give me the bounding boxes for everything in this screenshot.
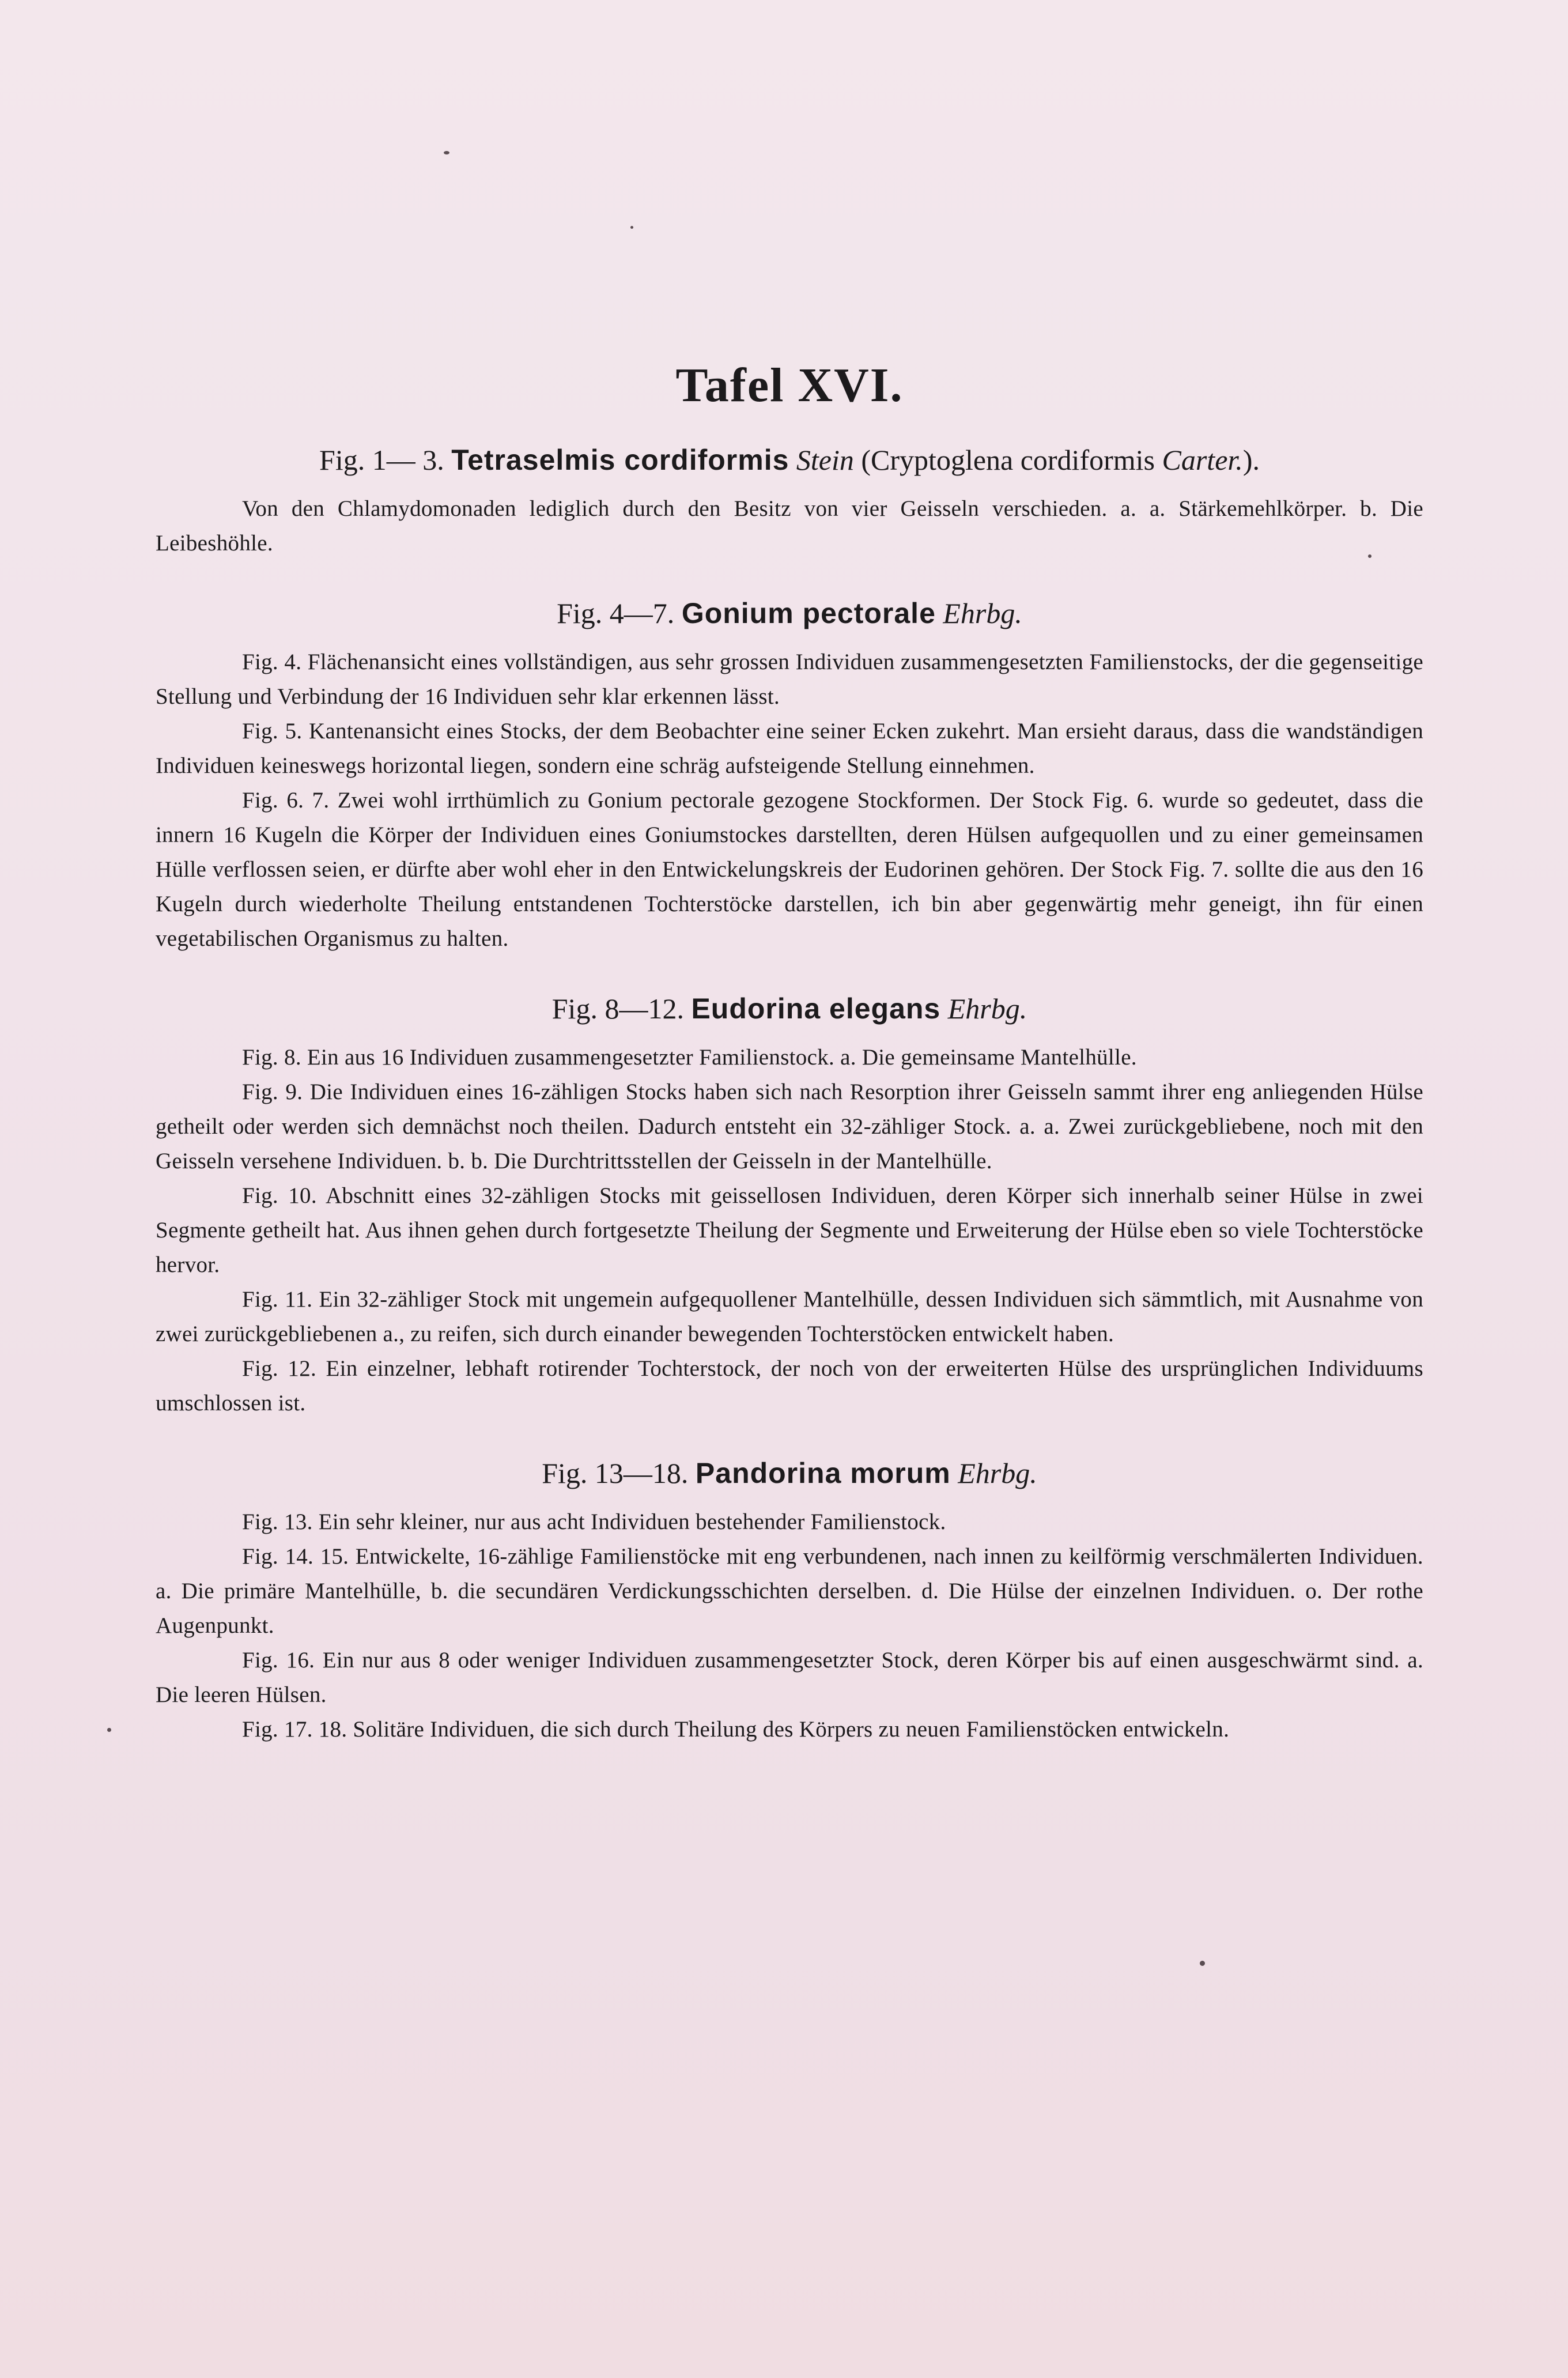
synonym-open: ( [861,444,871,476]
figure-description: Fig. 16. Ein nur aus 8 oder weniger Individuen zusammengesetzter Stock, deren Körper bis auf einen ausgeschwärmt sind. a. Die leeren Hülsen. [156,1648,1423,1707]
figure-description: Fig. 11. Ein 32-zähliger Stock mit ungemein aufgequollener Mantelhülle, dessen Individuen sich sämmtlich, mit Ausnahme von zwei zurückgebliebenen a., zu reifen, sich durch einander bewegenden Tochterstöcken entwickelt haben. [156,1287,1423,1346]
species-authority: Ehrbg. [943,597,1022,629]
species-authority: Ehrbg. [947,992,1027,1025]
figure-range: Fig. 8—12. [551,992,684,1025]
species-name: Gonium pectorale [681,597,936,629]
figure-range: Fig. 13—18. [542,1457,689,1489]
section-gonium [156,597,1423,956]
figure-description: Fig. 12. Ein einzelner, lebhaft rotirender Tochterstock, der noch von der erweiterten Hülse des ursprünglichen Individuums umschlossen ist. [156,1356,1423,1416]
plate-title: Tafel XVI. [675,358,904,412]
plate-legend [156,357,1423,1770]
paper-speck [1200,1961,1205,1966]
species-name: Eudorina elegans [691,992,941,1025]
figure-range: Fig. 4—7. [557,597,675,629]
paper-speck [107,1728,111,1732]
paper-speck [444,151,449,154]
figure-description: Fig. 13. Ein sehr kleiner, nur aus acht Individuen bestehender Familienstock. [242,1509,946,1534]
figure-description: Fig. 10. Abschnitt eines 32-zähligen Stocks mit geissellosen Individuen, deren Körper sich innerhalb seiner Hülse in zwei Segmente getheilt hat. Aus ihnen gehen durch fortgesetzte Theilung der Segmente und Erweiterung der Hülse eben so viele Tochterstöcke hervor. [156,1183,1423,1277]
species-authority: Ehrbg. [958,1457,1037,1489]
synonym-close: ). [1242,444,1260,476]
synonym [861,444,1260,476]
species-authority: Stein [796,444,854,476]
paper-speck [1368,554,1371,558]
figure-description: Fig. 9. Die Individuen eines 16-zähligen Stocks haben sich nach Resorption ihrer Geisseln sammt ihrer eng anliegenden Hülse getheilt oder werden sich demnächst noch theilen. Dadurch entsteht ein 32-zähliger Stock. a. a. Zwei zurückgebliebene, noch mit den Geisseln versehene Individuen. b. b. Die Durchtrittsstellen der Geisseln in der Mantelhülle. [156,1079,1423,1173]
species-name: Tetraselmis cordiformis [451,444,789,476]
figure-description: Fig. 5. Kantenansicht eines Stocks, der dem Beobachter eine seiner Ecken zukehrt. Man ersieht daraus, dass die wandständigen Individuen keineswegs horizontal liegen, sondern eine schräg aufsteigende Stellung einnehmen. [156,719,1423,778]
figure-description: Fig. 4. Flächenansicht eines vollständigen, aus sehr grossen Individuen zusammengesetzten Familienstocks, der die gegenseitige Stellung und Verbindung der 16 Individuen sehr klar erkennen lässt. [156,650,1423,709]
section-heading [156,1456,1423,1490]
figure-description: Fig. 6. 7. Zwei wohl irrthümlich zu Gonium pectorale gezogene Stockformen. Der Stock Fig. 6. wurde so gedeutet, dass die innern 16 Kugeln die Körper der Individuen eines Goniumstockes darstellten, deren Hülsen aufgequollen und zu einer gemeinsamen Hülle verflossen seien, er dürfte aber wohl eher in den Entwickelungskreis der Eudorinen gehören. Der Stock Fig. 7. sollte die aus den 16 Kugeln durch wiederholte Theilung entstandenen Tochterstöcke darstellen, ich bin aber gegenwärtig mehr geneigt, ihn für einen vegetabilischen Organismus zu halten. [156,788,1423,951]
synonym-author: Carter. [1162,444,1243,476]
figure-description: Fig. 8. Ein aus 16 Individuen zusammengesetzter Familienstock. a. Die gemeinsame Mantelhülle. [242,1045,1137,1070]
section-heading [156,443,1423,477]
paper-speck [630,226,633,229]
synonym-species: Cryptoglena cordiformis [871,444,1155,476]
figure-description: Fig. 17. 18. Solitäre Individuen, die sich durch Theilung des Körpers zu neuen Familienstöcken entwickeln. [242,1717,1230,1742]
section-heading [156,992,1423,1025]
section-eudorina [156,992,1423,1421]
section-tetraselmis [156,443,1423,561]
figure-description: Von den Chlamydomonaden lediglich durch den Besitz von vier Geisseln verschieden. a. a. Stärkemehlkörper. b. Die Leibeshöhle. [156,496,1423,556]
section-heading [156,597,1423,630]
section-pandorina [156,1456,1423,1747]
figure-range: Fig. 1— 3. [319,444,444,476]
figure-description: Fig. 14. 15. Entwickelte, 16-zählige Familienstöcke mit eng verbundenen, nach innen zu keilförmig verschmälerten Individuen. a. Die primäre Mantelhülle, b. die secundären Verdickungsschichten derselben. d. Die Hülse der einzelnen Individuen. o. Der rothe Augenpunkt. [156,1544,1423,1638]
species-name: Pandorina morum [695,1457,951,1489]
